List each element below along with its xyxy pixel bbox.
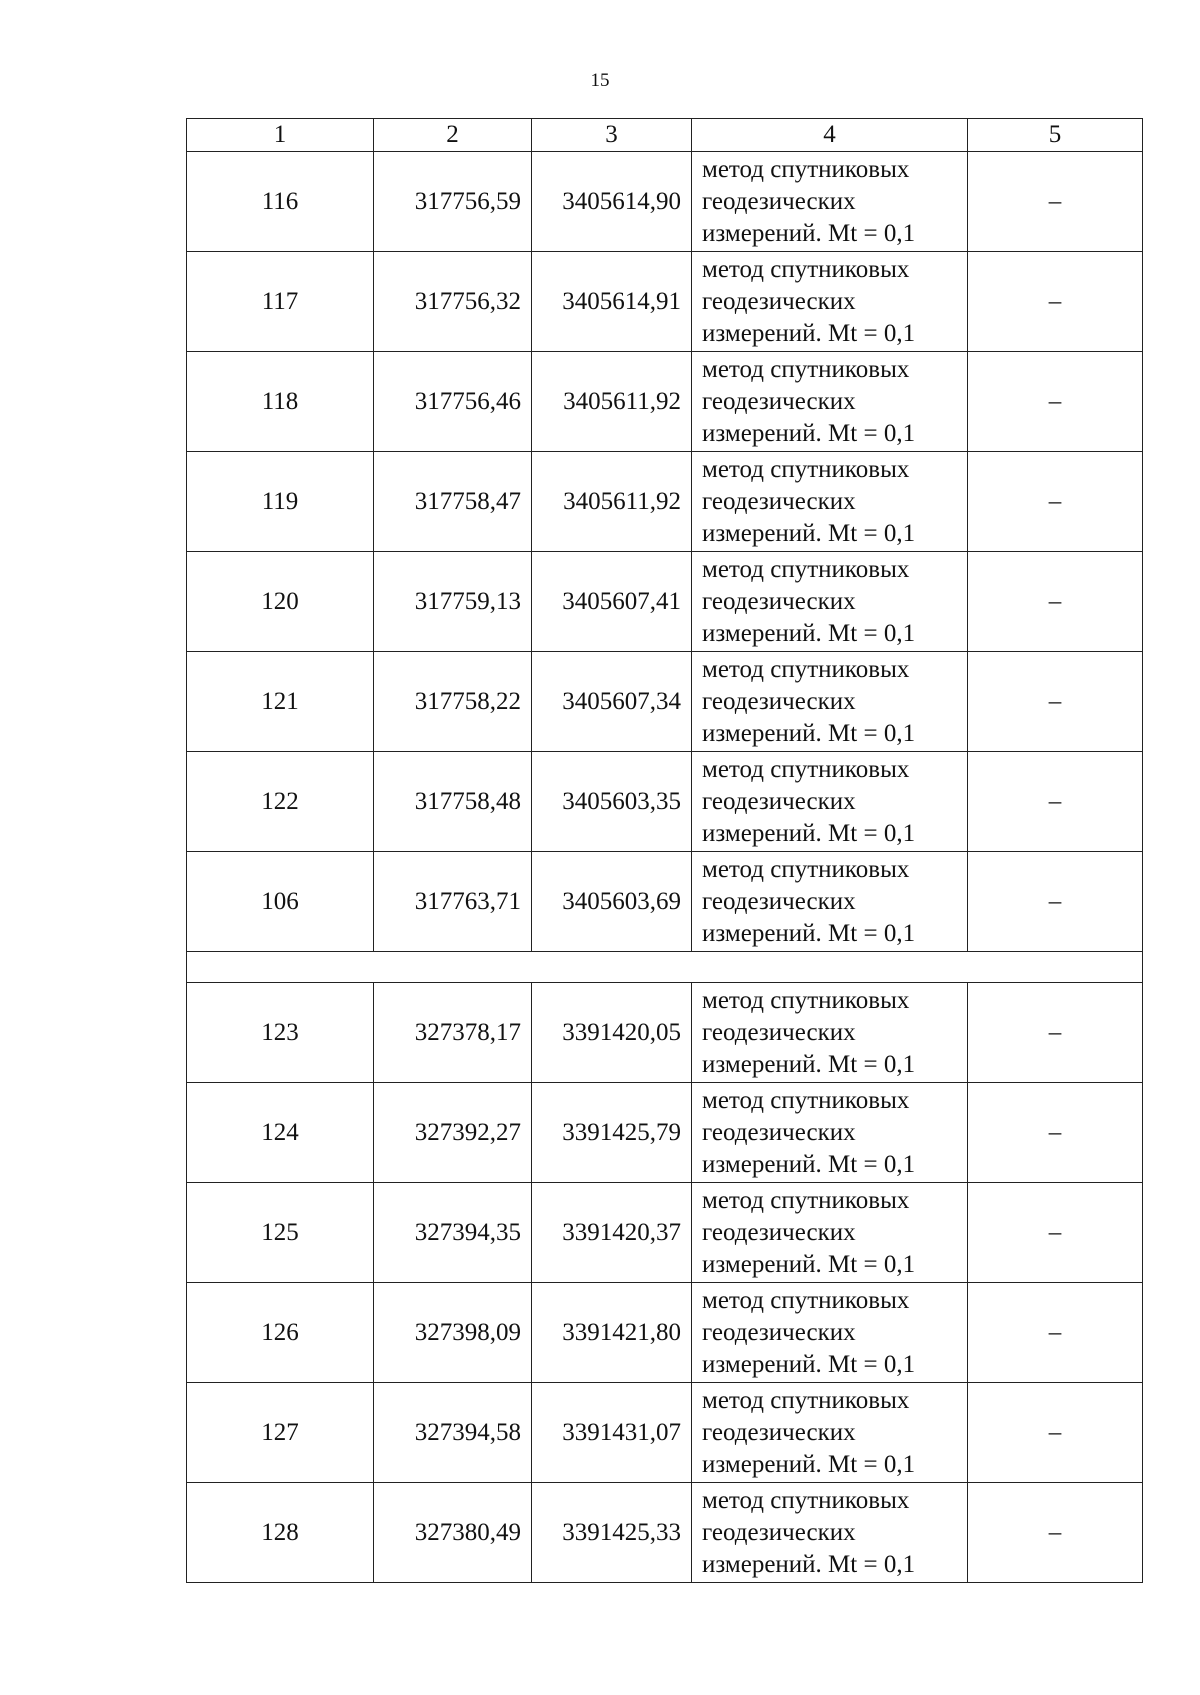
table-body [187,152,1143,1583]
method-cell [692,752,968,852]
page-number: 15 [590,70,610,91]
method-cell [692,252,968,352]
method-line: измерений. Mt = 0,1 [702,519,916,547]
method-line: измерений. Mt = 0,1 [702,1450,916,1478]
y-coordinate-cell: 3405614,91 [532,252,692,352]
table-row [187,983,1143,1083]
table-row [187,652,1143,752]
x-coordinate-cell: 317759,13 [374,552,532,652]
method-cell [692,352,968,452]
method-line: метод спутниковых [702,155,910,183]
note-cell: – [968,1383,1143,1483]
point-number-cell: 106 [187,852,374,952]
note-cell: – [968,252,1143,352]
note-cell: – [968,1183,1143,1283]
method-line: геодезических [702,687,856,715]
y-coordinate-cell: 3391431,07 [532,1383,692,1483]
table-header-row [187,119,1143,152]
method-line: измерений. Mt = 0,1 [702,1150,916,1178]
y-coordinate-cell: 3405611,92 [532,452,692,552]
y-coordinate-cell: 3405603,35 [532,752,692,852]
note-cell: – [968,552,1143,652]
x-coordinate-cell: 317756,46 [374,352,532,452]
note-cell: – [968,1483,1143,1583]
method-line: геодезических [702,887,856,915]
method-cell [692,1183,968,1283]
group-separator-row [187,952,1143,983]
method-line: измерений. Mt = 0,1 [702,1250,916,1278]
table-row [187,252,1143,352]
note-cell: – [968,152,1143,252]
y-coordinate-cell: 3391420,05 [532,983,692,1083]
method-line: метод спутниковых [702,555,910,583]
method-line: геодезических [702,1018,856,1046]
y-coordinate-cell: 3405611,92 [532,352,692,452]
x-coordinate-cell: 317758,22 [374,652,532,752]
point-number-cell: 126 [187,1283,374,1383]
y-coordinate-cell: 3405603,69 [532,852,692,952]
method-cell [692,1283,968,1383]
method-cell [692,652,968,752]
y-coordinate-cell: 3391425,33 [532,1483,692,1583]
y-coordinate-cell: 3391421,80 [532,1283,692,1383]
method-line: геодезических [702,1118,856,1146]
table-row [187,1283,1143,1383]
table-row [187,452,1143,552]
method-line: измерений. Mt = 0,1 [702,619,916,647]
point-number-cell: 128 [187,1483,374,1583]
method-line: метод спутниковых [702,1486,910,1514]
table-row [187,1483,1143,1583]
method-cell [692,852,968,952]
point-number-cell: 121 [187,652,374,752]
x-coordinate-cell: 327394,58 [374,1383,532,1483]
method-line: геодезических [702,187,856,215]
method-line: метод спутниковых [702,455,910,483]
coordinates-table [186,118,1143,1583]
note-cell: – [968,852,1143,952]
y-coordinate-cell: 3405607,41 [532,552,692,652]
x-coordinate-cell: 317758,48 [374,752,532,852]
method-line: измерений. Mt = 0,1 [702,319,916,347]
note-cell: – [968,752,1143,852]
note-cell: – [968,652,1143,752]
method-line: геодезических [702,487,856,515]
method-line: метод спутниковых [702,1086,910,1114]
y-coordinate-cell: 3391425,79 [532,1083,692,1183]
point-number-cell: 124 [187,1083,374,1183]
x-coordinate-cell: 327392,27 [374,1083,532,1183]
method-cell [692,552,968,652]
table-row [187,1083,1143,1183]
x-coordinate-cell: 317756,32 [374,252,532,352]
method-cell [692,152,968,252]
point-number-cell: 123 [187,983,374,1083]
method-line: геодезических [702,1518,856,1546]
column-header-2: 2 [374,119,532,152]
table-row [187,1383,1143,1483]
point-number-cell: 125 [187,1183,374,1283]
point-number-cell: 127 [187,1383,374,1483]
method-line: геодезических [702,1218,856,1246]
method-line: метод спутниковых [702,986,910,1014]
method-line: измерений. Mt = 0,1 [702,1350,916,1378]
method-line: метод спутниковых [702,1386,910,1414]
point-number-cell: 116 [187,152,374,252]
group-separator-cell [187,952,1143,983]
method-line: измерений. Mt = 0,1 [702,919,916,947]
method-line: геодезических [702,387,856,415]
note-cell: – [968,983,1143,1083]
method-line: метод спутниковых [702,855,910,883]
point-number-cell: 118 [187,352,374,452]
method-cell [692,452,968,552]
method-line: метод спутниковых [702,655,910,683]
table-row [187,752,1143,852]
method-cell [692,983,968,1083]
method-cell [692,1483,968,1583]
method-line: геодезических [702,1318,856,1346]
method-line: метод спутниковых [702,255,910,283]
note-cell: – [968,452,1143,552]
note-cell: – [968,1283,1143,1383]
note-cell: – [968,1083,1143,1183]
method-line: геодезических [702,287,856,315]
method-cell [692,1083,968,1183]
x-coordinate-cell: 317756,59 [374,152,532,252]
method-cell [692,1383,968,1483]
table-row [187,852,1143,952]
method-line: геодезических [702,1418,856,1446]
x-coordinate-cell: 327380,49 [374,1483,532,1583]
column-header-4: 4 [692,119,968,152]
y-coordinate-cell: 3405607,34 [532,652,692,752]
column-header-5: 5 [968,119,1143,152]
method-line: измерений. Mt = 0,1 [702,219,916,247]
point-number-cell: 122 [187,752,374,852]
method-line: метод спутниковых [702,755,910,783]
method-line: метод спутниковых [702,1186,910,1214]
column-header-1: 1 [187,119,374,152]
table-row [187,352,1143,452]
point-number-cell: 120 [187,552,374,652]
point-number-cell: 119 [187,452,374,552]
x-coordinate-cell: 327394,35 [374,1183,532,1283]
table-row [187,552,1143,652]
x-coordinate-cell: 327398,09 [374,1283,532,1383]
method-line: измерений. Mt = 0,1 [702,719,916,747]
method-line: измерений. Mt = 0,1 [702,1050,916,1078]
method-line: метод спутниковых [702,1286,910,1314]
x-coordinate-cell: 317758,47 [374,452,532,552]
x-coordinate-cell: 327378,17 [374,983,532,1083]
point-number-cell: 117 [187,252,374,352]
table-row [187,152,1143,252]
method-line: геодезических [702,787,856,815]
y-coordinate-cell: 3405614,90 [532,152,692,252]
note-cell: – [968,352,1143,452]
method-line: геодезических [702,587,856,615]
table-row [187,1183,1143,1283]
y-coordinate-cell: 3391420,37 [532,1183,692,1283]
x-coordinate-cell: 317763,71 [374,852,532,952]
method-line: метод спутниковых [702,355,910,383]
column-header-3: 3 [532,119,692,152]
method-line: измерений. Mt = 0,1 [702,1550,916,1578]
method-line: измерений. Mt = 0,1 [702,819,916,847]
method-line: измерений. Mt = 0,1 [702,419,916,447]
